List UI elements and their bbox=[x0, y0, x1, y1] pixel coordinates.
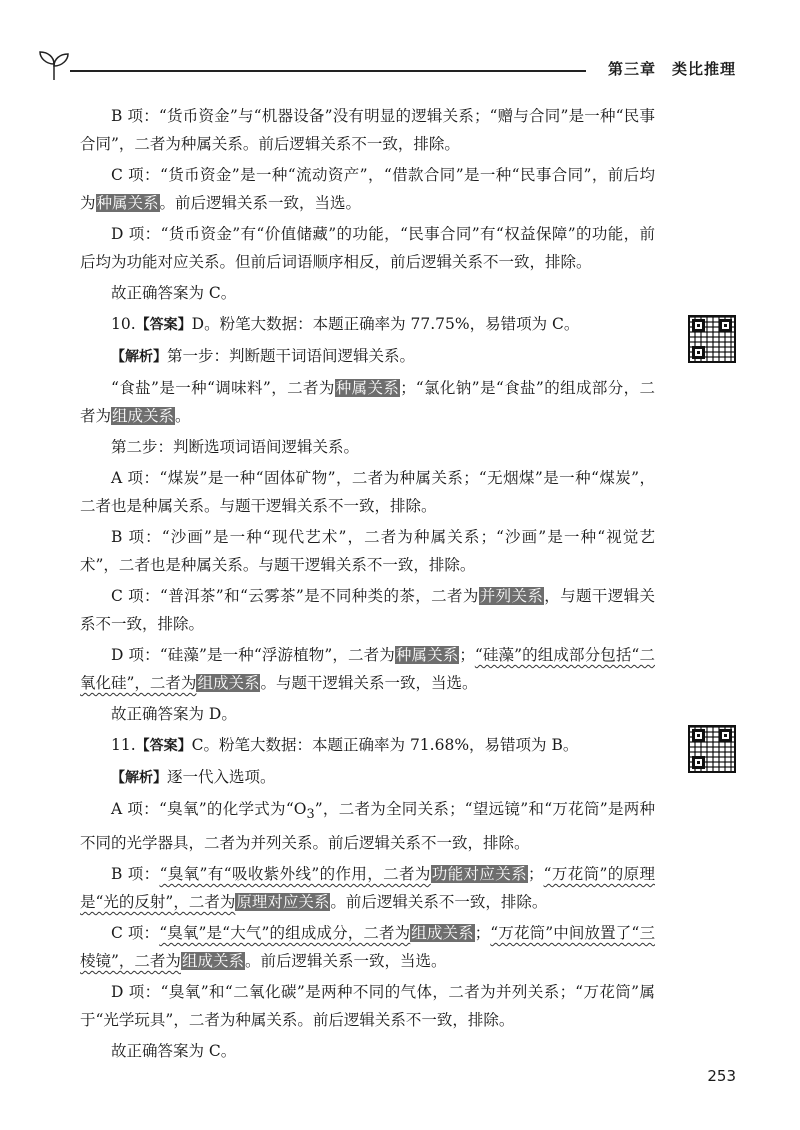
question-10-option-d: D 项：“硅藻”是一种“浮游植物”，二者为种属关系；“硅藻”的组成部分包括“二氧化硅”，二者为组成关系。与题干逻辑关系一致，当选。 bbox=[80, 646, 655, 692]
wavy-underline-text: “臭氧”有“吸收紫外线”的作用，二者为 bbox=[159, 865, 431, 884]
question-10-step2: 第二步：判断选项词语间逻辑关系。 bbox=[111, 438, 360, 456]
paragraph-option-b: B 项：“货币资金”与“机器设备”没有明显的逻辑关系；“赠与合同”是一种“民事合同”，二者为种属关系。前后逻辑关系不一致，排除。 bbox=[80, 107, 655, 153]
question-10-stem: “食盐”是一种“调味料”，二者为种属关系；“氯化钠”是“食盐”的组成部分，二者为组成关系。 bbox=[80, 379, 655, 425]
question-11-option-d: D 项：“臭氧”和“二氧化碳”是两种不同的气体，二者为并列关系；“万花筒”属于“光学玩具”，二者为种属关系。前后逻辑关系不一致，排除。 bbox=[80, 983, 655, 1030]
question-11-option-c: C 项：“臭氧”是“大气”的组成成分，二者为组成关系；“万花筒”中间放置了“三棱镜”，二者为组成关系。前后逻辑关系一致，当选。 bbox=[80, 924, 655, 971]
chapter-number: 第三章 bbox=[607, 60, 656, 78]
question-10-option-b: B 项：“沙画”是一种“现代艺术”，二者为种属关系；“沙画”是一种“视觉艺术”，二者也是种属关系。与题干逻辑关系不一致，排除。 bbox=[80, 528, 655, 574]
wavy-underline-text: “臭氧”是“大气”的组成成分，二者为 bbox=[159, 924, 411, 943]
analysis-label: 【解析】 bbox=[111, 349, 167, 365]
page-number: 253 bbox=[707, 1067, 736, 1085]
page-header bbox=[36, 42, 736, 82]
question-10-answer: 10.【答案】D。粉笔大数据：本题正确率为 77.75%，易错项为 C。 bbox=[111, 315, 580, 333]
wavy-underline-text: “万花筒”的原理是“光的反射”，二者为 bbox=[80, 865, 655, 912]
qr-code-icon[interactable] bbox=[688, 315, 736, 363]
wavy-underline-text: “万花筒”中间放置了“三棱镜”，二者为 bbox=[80, 924, 655, 971]
question-10-analysis: 【解析】第一步：判断题干词语间逻辑关系。 bbox=[111, 347, 416, 365]
question-11-analysis: 【解析】逐一代入选项。 bbox=[111, 768, 276, 786]
wavy-underline-text: “硅藻”的组成部分包括“二氧化硅”，二者为 bbox=[80, 646, 655, 692]
highlight-term: 并列关系 bbox=[479, 587, 544, 605]
page-body bbox=[80, 102, 655, 1068]
question-10-option-c: C 项：“普洱茶”和“云雾茶”是不同种类的茶，二者为并列关系，与题干逻辑关系不一致，排除。 bbox=[80, 587, 655, 633]
highlight-term: 组成关系 bbox=[181, 952, 244, 971]
answer-label: 【答案】 bbox=[135, 738, 192, 754]
highlight-term: 原理对应关系 bbox=[236, 893, 330, 912]
answer-line: 故正确答案为 D。 bbox=[111, 705, 237, 723]
paragraph-option-d: D 项：“货币资金”有“价值储藏”的功能，“民事合同”有“权益保障”的功能，前后均为功能对应关系。但前后词语顺序相反，前后逻辑关系不一致，排除。 bbox=[80, 225, 655, 271]
paragraph-option-c: C 项：“货币资金”是一种“流动资产”，“借款合同”是一种“民事合同”，前后均为种属关系。前后逻辑关系一致，当选。 bbox=[80, 166, 655, 212]
answer-label: 【答案】 bbox=[135, 317, 192, 333]
answer-line: 故正确答案为 C。 bbox=[111, 1042, 237, 1061]
highlight-term: 组成关系 bbox=[112, 407, 175, 425]
highlight-term: 功能对应关系 bbox=[431, 865, 528, 884]
question-11-option-b: B 项：“臭氧”有“吸收紫外线”的作用，二者为功能对应关系；“万花筒”的原理是“光的反射”，二者为原理对应关系。前后逻辑关系不一致，排除。 bbox=[80, 865, 655, 912]
highlight-term: 组成关系 bbox=[411, 924, 474, 943]
header-rule bbox=[70, 70, 586, 72]
question-11-option-a: A 项：“臭氧”的化学式为“$O_3$”，二者为全同关系；“望远镜”和“万花筒”是两种不同的光学器具，二者为并列关系。前后逻辑关系不一致，排除。 bbox=[80, 800, 656, 853]
sprout-logo-icon bbox=[36, 46, 72, 82]
question-11-answer: 11.【答案】C。粉笔大数据：本题正确率为 71.68%，易错项为 B。 bbox=[111, 736, 579, 754]
question-10-option-a: A 项：“煤炭”是一种“固体矿物”，二者为种属关系；“无烟煤”是一种“煤炭”，二者也是种属关系。与题干逻辑关系不一致，排除。 bbox=[80, 469, 655, 515]
answer-line: 故正确答案为 C。 bbox=[111, 284, 237, 302]
chapter-name: 类比推理 bbox=[671, 60, 736, 78]
qr-code-icon[interactable] bbox=[688, 725, 736, 773]
highlight-term: 组成关系 bbox=[197, 674, 260, 692]
chapter-title bbox=[608, 58, 736, 79]
highlight-term: 种属关系 bbox=[335, 379, 400, 397]
analysis-label: 【解析】 bbox=[111, 770, 167, 786]
highlight-term: 种属关系 bbox=[395, 646, 459, 664]
highlight-term: 种属关系 bbox=[96, 194, 159, 212]
